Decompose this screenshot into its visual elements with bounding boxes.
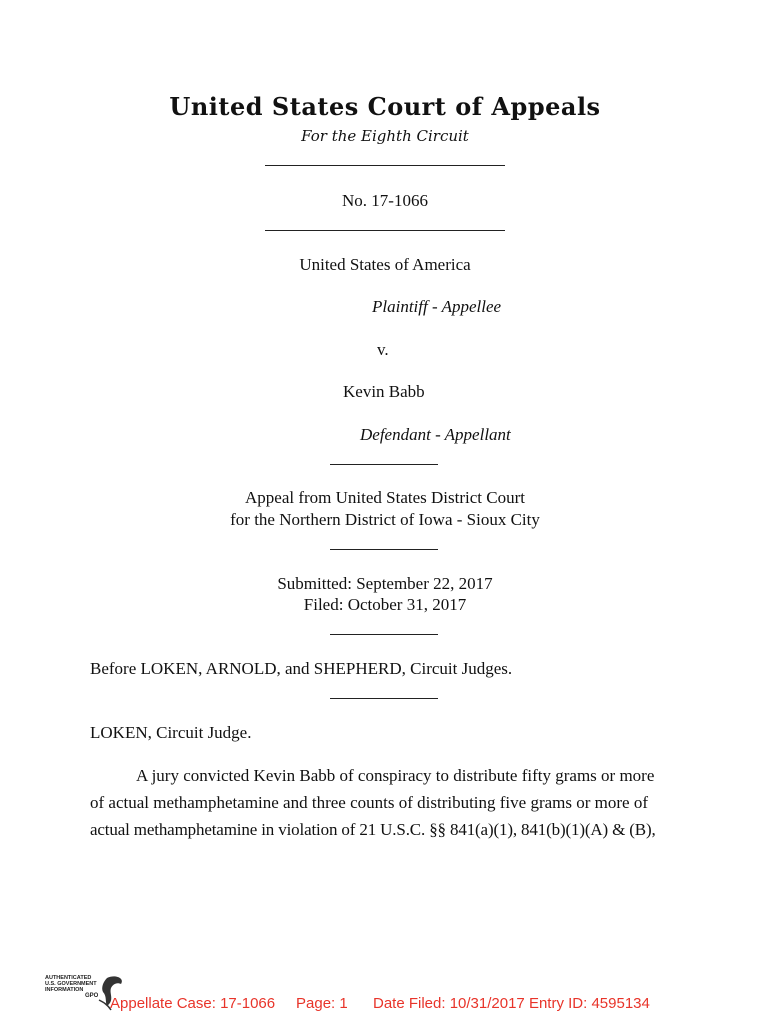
defendant-role: Defendant - Appellant (360, 425, 511, 444)
divider (265, 230, 505, 231)
case-number: No. 17-1066 (342, 191, 428, 210)
opinion-paragraph (90, 762, 680, 843)
paragraph-line: A jury convicted Kevin Babb of conspiracy to distribute fifty grams or more (136, 766, 655, 785)
seal-text-line: AUTHENTICATED (45, 975, 92, 981)
plaintiff-name: United States of America (299, 255, 471, 274)
divider (330, 634, 438, 635)
footer-page: Page: 1 (296, 995, 348, 1012)
submitted-date: Submitted: September 22, 2017 (277, 574, 493, 593)
paragraph-line: actual methamphetamine in violation of 21 U.S.C. §§ 841(a)(1), 841(b)(1)(A) & (B), (90, 820, 656, 839)
appeal-line-2: for the Northern District of Iowa - Sioux City (230, 510, 540, 529)
appeal-line-1: Appeal from United States District Court (245, 488, 525, 507)
divider (330, 464, 438, 465)
panel-judges: Before LOKEN, ARNOLD, and SHEPHERD, Circuit Judges. (90, 659, 513, 678)
seal-text-line: INFORMATION (45, 987, 84, 993)
opinion-author: LOKEN, Circuit Judge. (90, 723, 252, 742)
divider (330, 698, 438, 699)
filed-date: Filed: October 31, 2017 (303, 595, 467, 614)
circuit-subtitle: For the Eighth Circuit (301, 127, 469, 145)
seal-text-line: U.S. GOVERNMENT (45, 981, 97, 987)
defendant-name: Kevin Babb (343, 382, 425, 401)
seal-text-line: GPO (85, 993, 99, 999)
paragraph-line: of actual methamphetamine and three counts of distributing five grams or more of (90, 793, 648, 812)
divider (265, 165, 505, 166)
court-title: United States Court of Appeals (169, 92, 601, 121)
versus: v. (377, 340, 389, 359)
footer-case: Appellate Case: 17-1066 (110, 995, 276, 1012)
divider (330, 549, 438, 550)
plaintiff-role: Plaintiff - Appellee (372, 297, 502, 316)
footer-date-entry: Date Filed: 10/31/2017 Entry ID: 4595134 (373, 995, 650, 1012)
